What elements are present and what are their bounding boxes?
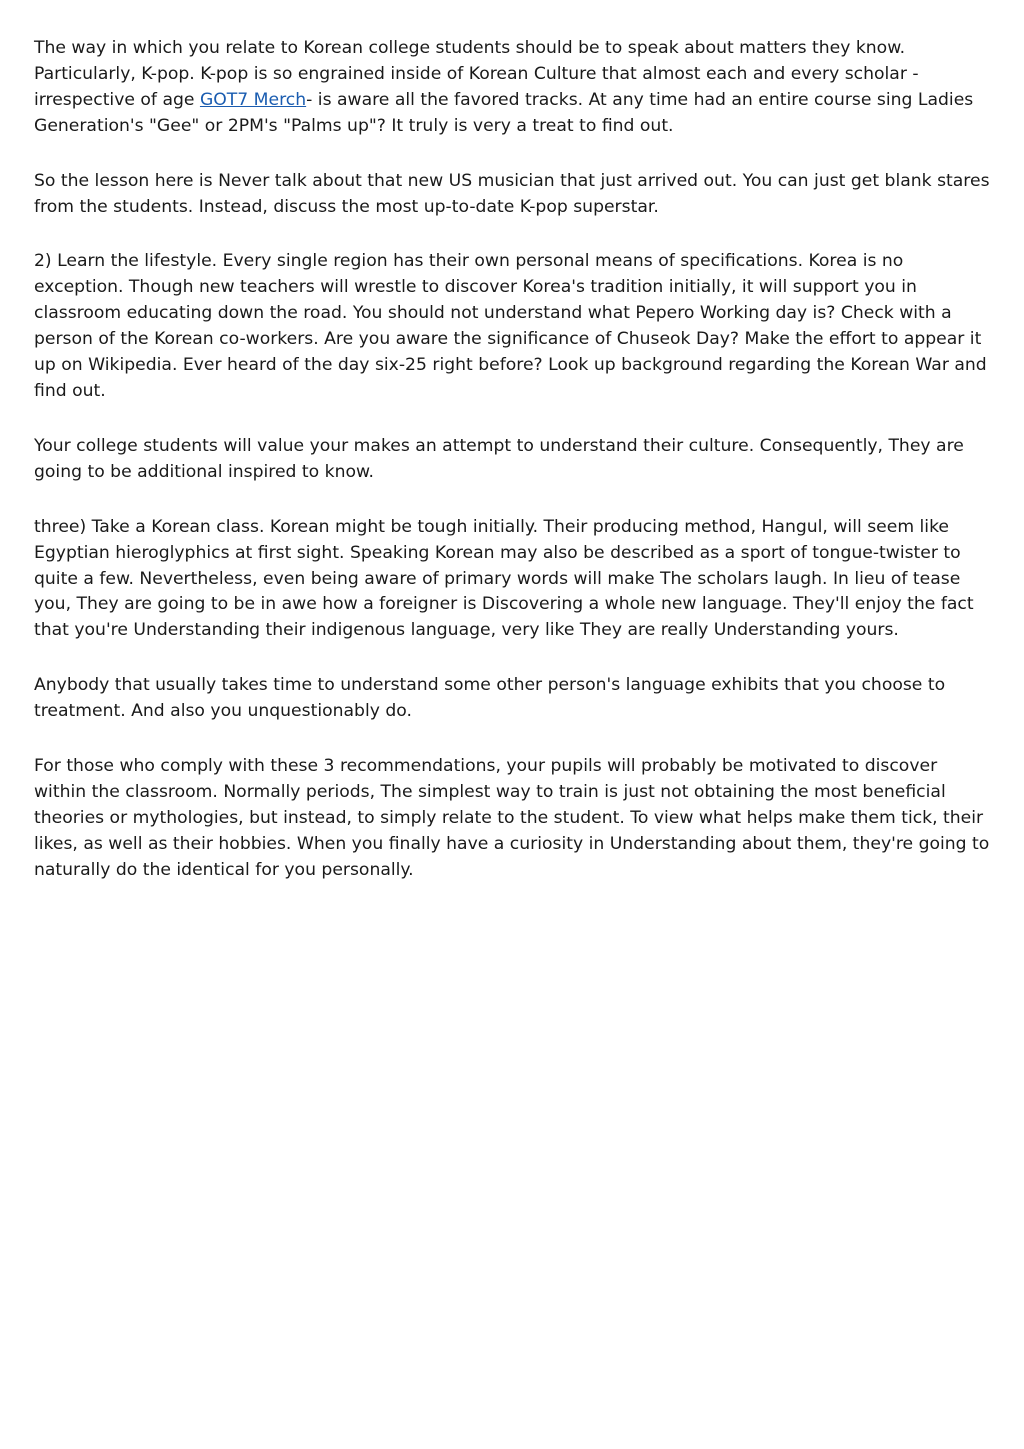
- paragraph-learn-lifestyle: 2) Learn the lifestyle. Every single region has their own personal means of specifications. Korea is no exception. Though new teachers will wrestle to discover Korea's tradition initially, it will support you in classroom educating down the road. You should not understand what Pepero Working day is? Check with a person of the Korean co-workers. Are you aware the significance of Chuseok Day? Make the effort to appear it up on Wikipedia. Ever heard of the day six-25 right before? Look up background regarding the Korean War and find out.: [34, 251, 987, 401]
- paragraph-students-value: Your college students will value your makes an attempt to understand their culture. Consequently, They are going to be additional inspired to know.: [34, 435, 964, 482]
- paragraph-kpop-text-end: - is aware all the favored tracks. At any time had an entire course sing Ladies Generation's "Gee" or 2PM's "Palms up"? It truly is very a treat to find out.: [34, 89, 974, 136]
- article-body: [34, 36, 994, 913]
- paragraph-recommendations: For those who comply with these 3 recommendations, your pupils will probably be motivated to discover within the classroom. Normally periods, The simplest way to train is just not obtaining the most beneficial theories or mythologies, but instead, to simply relate to the student. To view what helps make them tick, their likes, as well as their hobbies. When you finally have a curiosity in Understanding about them, they're going to naturally do the identical for you personally.: [34, 756, 990, 880]
- paragraph-kpop-text-start: The way in which you relate to Korean college students should be to speak about matters they know. Particularly, K-pop. K-pop is so engrained inside of Korean Culture that almost each and every scholar - irrespective of age: [34, 38, 919, 110]
- got7-merch-link[interactable]: GOT7 Merch: [199, 89, 307, 110]
- paragraph-korean-class: three) Take a Korean class. Korean might be tough initially. Their producing method, Hangul, will seem like Egyptian hieroglyphics at first sight. Speaking Korean may also be described as a sport of tongue-twister to quite a few. Nevertheless, even being aware of primary words will make The scholars laugh. In lieu of tease you, They are going to be in awe how a foreigner is Discovering a whole new language. They'll enjoy the fact that you're Understanding their indigenous language, very like They are really Understanding yours.: [34, 516, 974, 641]
- paragraph-kpop: [34, 36, 994, 140]
- paragraph-lesson: So the lesson here is Never talk about that new US musician that just arrived out. You can just get blank stares from the students. Instead, discuss the most up-to-date K-pop superstar.: [34, 170, 990, 217]
- paragraph-language-care: Anybody that usually takes time to understand some other person's language exhibits that you choose to treatment. And also you unquestionably do.: [34, 675, 946, 722]
